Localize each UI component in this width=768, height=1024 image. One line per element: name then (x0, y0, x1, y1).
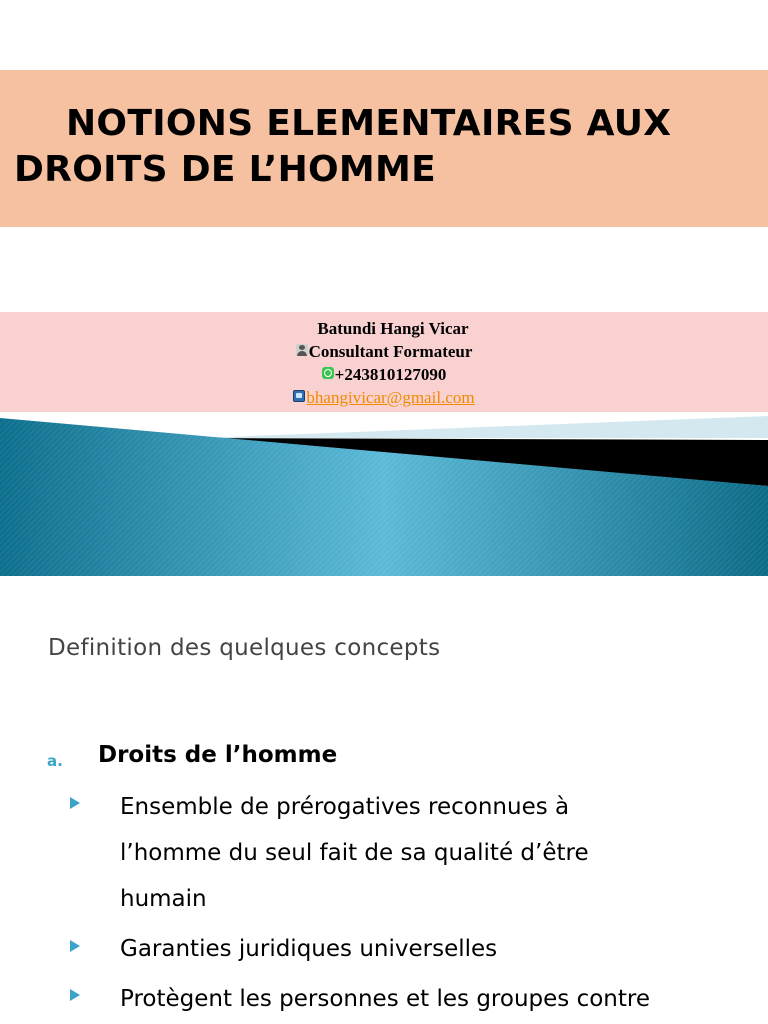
section-marker: a. (47, 752, 63, 770)
author-name: Batundi Hangi Vicar (317, 319, 469, 338)
bullet-text-1 (120, 784, 750, 922)
bullet-1-line-1: Ensemble de prérogatives reconnues à (120, 794, 570, 820)
author-role: Consultant Formateur (308, 342, 473, 361)
author-phone-line (0, 363, 768, 386)
bullet-3-line-1: Protègent les personnes et les groupes contre (120, 986, 650, 1012)
bullet-icon (70, 940, 80, 952)
mail-icon (293, 390, 305, 402)
section-heading: Droits de l’homme (98, 742, 338, 768)
title-line-1: NOTIONS ELEMENTAIRES AUX (66, 103, 672, 144)
author-email-line (0, 386, 768, 409)
section-subtitle: Definition des quelques concepts (48, 635, 441, 661)
bullet-icon (70, 797, 80, 809)
author-phone: +243810127090 (334, 365, 447, 384)
author-email-link[interactable]: bhangivicar@gmail.com (306, 388, 475, 407)
bullet-text-3 (120, 976, 750, 1022)
title-line-2: DROITS DE L’HOMME (14, 149, 437, 190)
bullet-1-line-2: l’homme du seul fait de sa qualité d’être (120, 840, 589, 866)
person-icon (296, 344, 308, 356)
whatsapp-icon (322, 367, 334, 379)
bullet-1-line-3: humain (120, 886, 207, 912)
author-role-line (0, 340, 768, 363)
bullet-text-2 (120, 926, 750, 972)
slide-title (14, 101, 754, 193)
bullet-2-line-1: Garanties juridiques universelles (120, 936, 498, 962)
decorative-wave-banner (0, 412, 768, 576)
author-info-box (0, 312, 768, 412)
bullet-icon (70, 989, 80, 1001)
